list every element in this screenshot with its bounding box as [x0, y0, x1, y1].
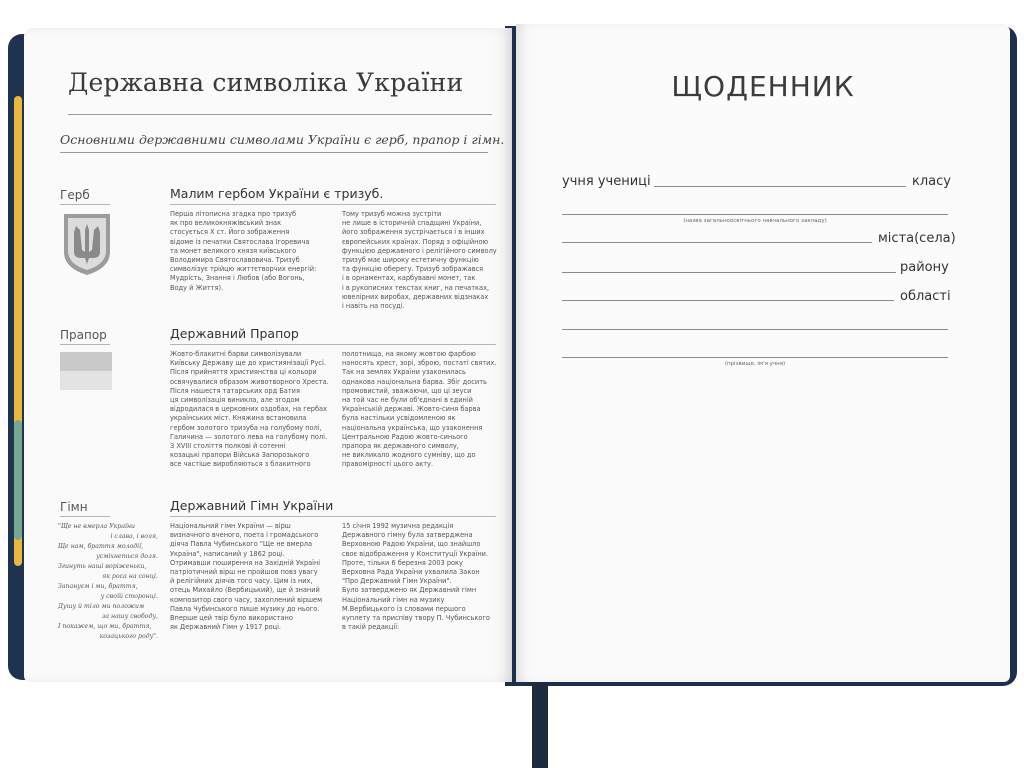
text-line: тризуб має широку естетичну функцію: [342, 256, 479, 265]
text-line: як Державний Гімн у 1917 році.: [170, 623, 282, 632]
text-line: його зображення зустрічається і в інших: [342, 228, 485, 237]
left-page: [24, 28, 512, 682]
text-line: патріотичний вірш не пройшов повз увагу: [170, 568, 318, 577]
text-line: стосується X ст. Його зображення: [170, 228, 290, 237]
name-line-2[interactable]: [562, 357, 948, 358]
text-line: та монет великого князя київського: [170, 246, 297, 255]
text-line: та функцію оберегу. Тризуб зображався: [342, 265, 484, 274]
section-label-coat-of-arms: Герб: [60, 188, 90, 202]
page-edge-teal: [14, 420, 22, 540]
trident-coat-of-arms-icon: [62, 212, 112, 276]
text-line: Проте, тільки 6 березня 2003 року: [342, 558, 463, 567]
text-line: Отримавши поширення на Західній Україні: [170, 558, 321, 567]
bookmark-ribbon[interactable]: [532, 680, 548, 768]
text-line: козацькі прапори Війська Запорозького: [170, 451, 310, 460]
text-line: правомірності цього акту.: [342, 460, 434, 469]
text-line: Україна", написаний у 1862 році.: [170, 549, 285, 558]
lyric-line: І покажем, що ми, браття,: [58, 623, 152, 630]
text-line: Воду й Життя).: [170, 283, 224, 292]
text-line: освячувалися образом животворного Хреста.: [170, 377, 329, 386]
text-line: як про великокняжівський знак: [170, 219, 282, 228]
text-line: Національний гімн на музику: [342, 595, 445, 604]
text-line: М.Вербицького із словами першого: [342, 604, 466, 613]
lyric-line: Ще нам, браття молодії,: [58, 543, 144, 550]
text-line: українських міст. Княжина встановила: [170, 414, 307, 423]
lyric-line: за нашу свободу,: [102, 613, 158, 620]
text-line: Українській державі. Жовто-синя барва: [342, 405, 481, 414]
text-line: й релігійних діячів того часу. Цим із них,: [170, 577, 313, 586]
lyric-line: як роса на сонці.: [102, 573, 158, 580]
lyric-line: і слава, і воля,: [110, 533, 158, 540]
text-line: отець Михайло (Вербицький), ще й знаний: [170, 586, 320, 595]
text-line: Після нашестя татарських орд Батия: [170, 386, 300, 395]
student-name-line[interactable]: [654, 186, 906, 187]
subtitle-divider: [60, 152, 488, 153]
anthem-text-col1: [170, 522, 322, 632]
label-divider: [60, 204, 110, 205]
text-line: символізує трійцю життєтворчих енергій:: [170, 265, 317, 274]
text-line: 15 січня 1992 музична редакція: [342, 522, 454, 530]
text-line: Після прийняття християнства ці кольори: [170, 368, 317, 377]
text-line: промовистий, зважаючи, що ці зеуси: [342, 386, 472, 395]
text-line: не лише в історичній спадщині України,: [342, 219, 482, 228]
region-line[interactable]: [562, 300, 894, 301]
heading-divider: [170, 204, 496, 205]
page-subtitle: Основними державними символами України є герб, прапор і гімн.: [60, 132, 505, 147]
text-line: і в рукописних текстах книг, на печатках,: [342, 283, 490, 292]
district-label: району: [900, 260, 949, 275]
label-divider: [60, 344, 110, 345]
lyric-line: усміхнеться доля.: [96, 553, 158, 560]
right-page: [516, 24, 1010, 682]
text-line: Перша літописна згадка про тризуб: [170, 210, 297, 218]
section-heading-anthem: Державний Гімн України: [170, 498, 334, 513]
anthem-lyrics: [58, 522, 158, 642]
text-line: Тому тризуб можна зустріти: [342, 210, 442, 218]
text-line: все частіше виробляються з блакитного: [170, 460, 311, 469]
school-name-line[interactable]: [562, 214, 948, 215]
lyric-line: Згинуть наші воріженьки,: [58, 563, 147, 570]
text-line: і навіть на посуді.: [342, 302, 405, 311]
lyric-line: у своїй сторонці.: [100, 593, 158, 600]
text-line: полотнища, на якому жовтою фарбою: [342, 350, 476, 358]
city-label: міста(села): [878, 231, 956, 246]
class-label: класу: [912, 174, 951, 189]
text-line: своє відображення у Конституції України.: [342, 549, 489, 558]
text-line: Так на землях України узаконилась: [342, 368, 466, 377]
text-line: Володимира Святославовича. Тризуб: [170, 256, 300, 265]
text-line: Державного гімну була затверджена: [342, 531, 473, 540]
text-line: функцією державного і релігійного символу: [342, 246, 497, 255]
text-line: Павла Чубинського пише музику до нього.: [170, 604, 320, 613]
text-line: однакова національна барва. Збіг досить: [342, 377, 487, 386]
text-line: куплету та приспіву твору П. Чубинського: [342, 614, 490, 623]
region-label: області: [900, 289, 951, 304]
coat-of-arms-text-col2: [342, 210, 497, 311]
title-divider: [68, 114, 492, 115]
lyric-line: козацького роду".: [99, 633, 158, 640]
name-caption: (прізвище, ім'я учня): [724, 361, 786, 367]
coat-of-arms-text-col1: [170, 210, 316, 293]
text-line: відродилася в церковних оздобах, на гербах: [170, 405, 327, 414]
section-heading-coat-of-arms: Малим гербом України є тризуб.: [170, 186, 384, 201]
text-line: Мудрість, Знання і Любов (або Вогонь,: [170, 274, 305, 283]
anthem-text-col2: [342, 522, 490, 632]
text-line: З XVIII століття полкові й сотенні: [170, 442, 286, 451]
city-line[interactable]: [562, 242, 872, 243]
text-line: національна українська, що узаконення: [342, 423, 483, 432]
diary-title: ЩОДЕННИК: [671, 70, 855, 103]
heading-divider: [170, 516, 496, 517]
name-line-1[interactable]: [562, 329, 948, 330]
text-line: Верховною Радою України, що знайшло: [342, 540, 481, 549]
flag-text-col2: [342, 350, 496, 470]
text-line: Національний гімн України — вірш: [170, 522, 291, 530]
text-line: наносять хрест, зорі, зброю, постаті святих.: [342, 359, 497, 368]
text-line: відоме із печатки Святослава Ігоревича: [170, 237, 310, 246]
student-label: учня учениці: [562, 174, 651, 189]
text-line: Центральною Радою жовто-синього: [342, 432, 468, 441]
district-line[interactable]: [562, 272, 896, 273]
text-line: Було затверджено як Державний гімн: [342, 586, 477, 595]
text-line: Київську Державу ще до християнізації Русі.: [170, 359, 326, 368]
text-line: гербом золотого тризуба на голубому полі,: [170, 423, 322, 432]
text-line: не викликало жодного сумніву, що до: [342, 451, 476, 460]
lyric-line: Запануєм і ми, браття,: [58, 583, 138, 590]
flag-top-stripe: [60, 352, 112, 371]
text-line: була настільки усвідомленою як: [342, 414, 456, 423]
text-line: в такій редакції:: [342, 623, 400, 632]
section-label-flag: Прапор: [60, 328, 107, 342]
lyric-line: "Ще не вмерла України: [58, 523, 136, 530]
text-line: і в орнаментах, карбувавні монет, так: [342, 274, 476, 283]
flag-icon: [60, 352, 112, 390]
text-line: діяча Павла Чубинського "Ще не вмерла: [170, 540, 313, 549]
text-line: прапора як державного символу,: [342, 442, 459, 451]
text-line: ювелірних виробах, державних відзнаках: [342, 292, 489, 301]
text-line: Вперше цей твір було використано: [170, 614, 293, 623]
section-label-anthem: Гімн: [60, 500, 88, 514]
section-heading-flag: Державний Прапор: [170, 326, 299, 341]
heading-divider: [170, 344, 496, 345]
text-line: ця символізація виникла, але згодом: [170, 396, 300, 405]
flag-bottom-stripe: [60, 371, 112, 390]
text-line: на той час не були об'єднані в єдиній: [342, 396, 473, 405]
text-line: європейських країнах. Поряд з офіційною: [342, 237, 489, 246]
text-line: композитор свого часу, захоплений віршем: [170, 595, 323, 604]
flag-text-col1: [170, 350, 329, 470]
lyric-line: Душу й тіло ми положим: [58, 603, 145, 610]
text-line: Жовто-блакитні барви символізували: [170, 350, 302, 358]
label-divider: [60, 516, 110, 517]
page-title: Державна символіка України: [68, 68, 464, 97]
text-line: "Про Державний Гімн України".: [342, 577, 452, 586]
text-line: визначного вченого, поета і громадського: [170, 531, 319, 540]
text-line: Галичина — золотого лева на голубому полі.: [170, 432, 328, 441]
school-caption: (назва загальноосвітнього навчального закладу): [683, 218, 827, 224]
text-line: Верховна Рада України ухвалила Закон: [342, 568, 480, 577]
